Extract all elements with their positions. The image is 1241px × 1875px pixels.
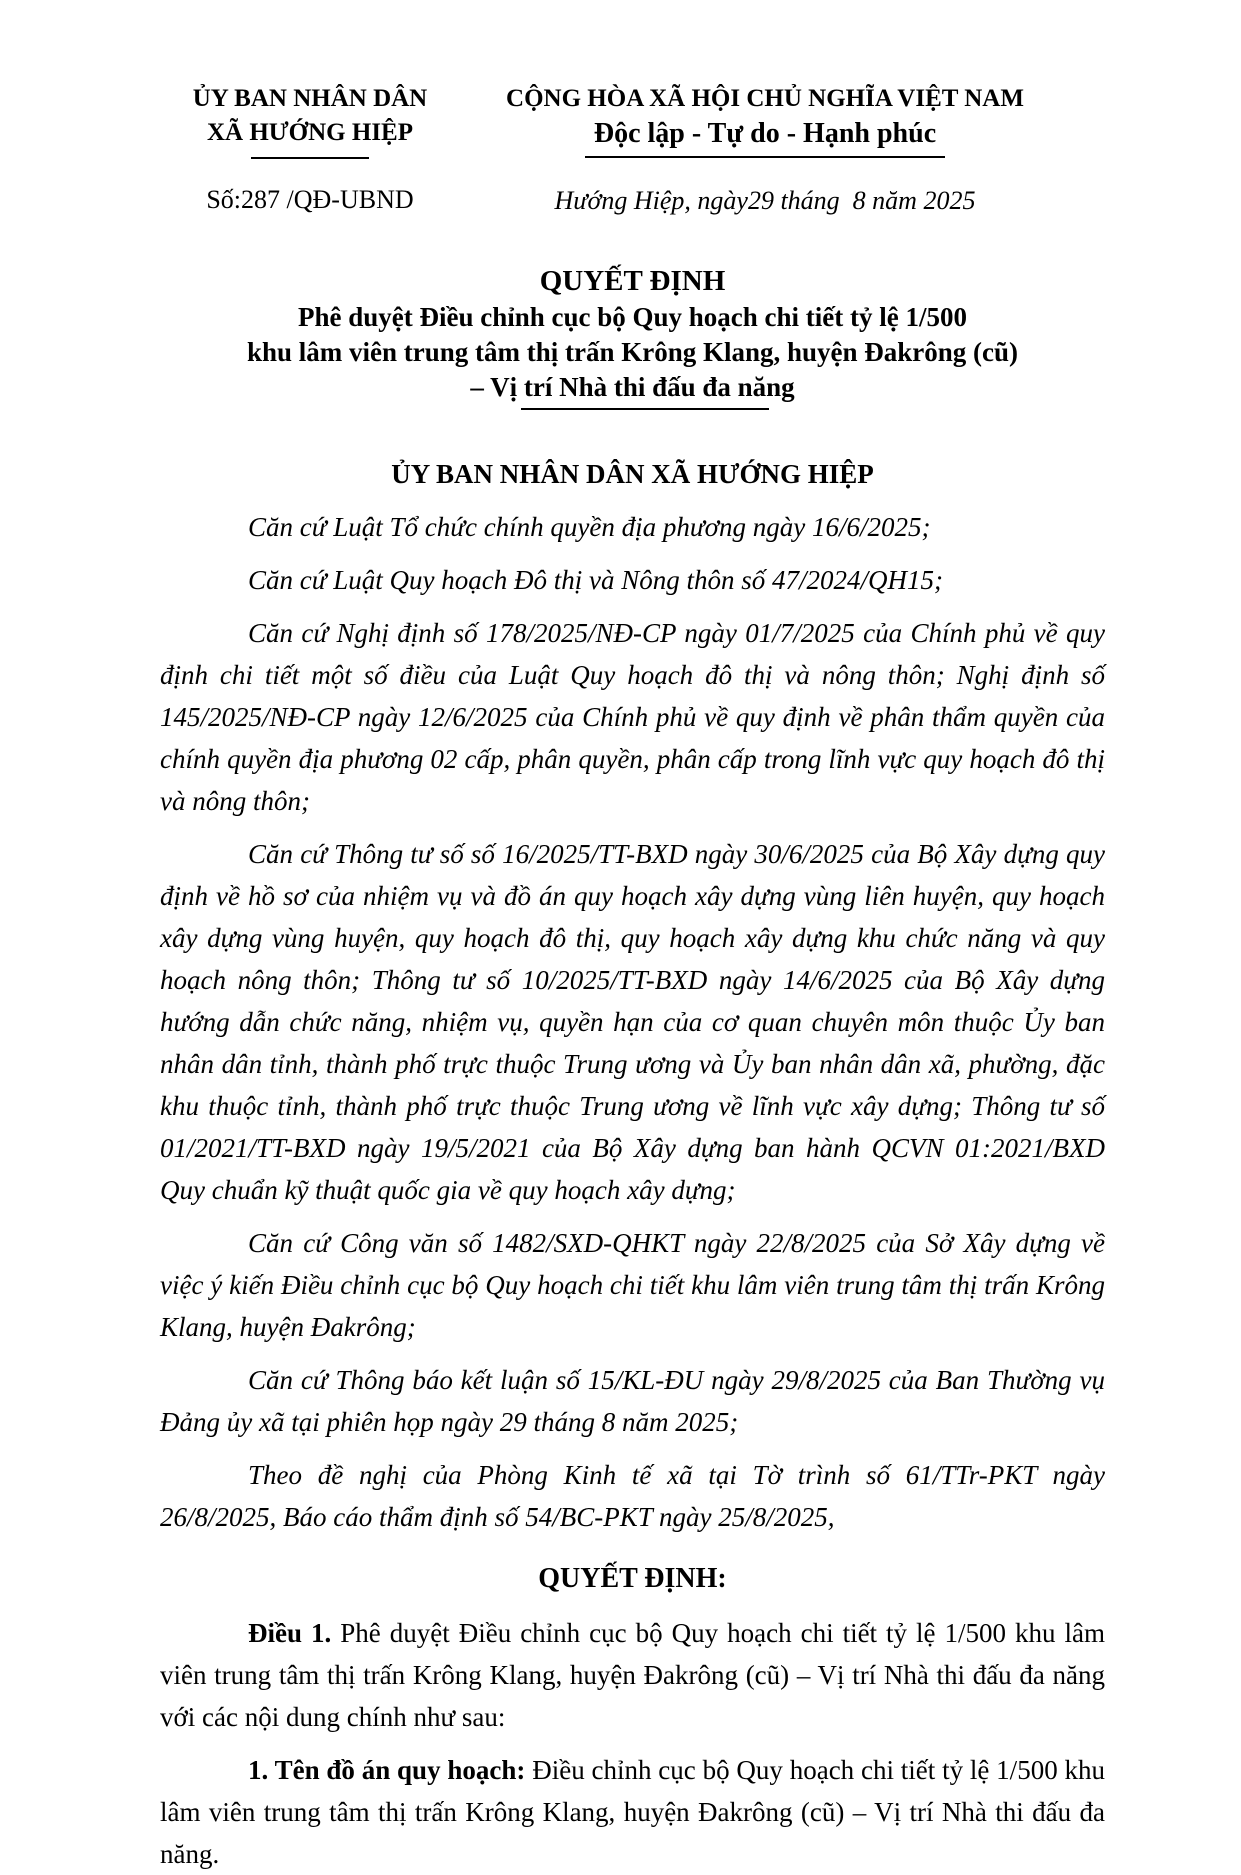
title-line-1: Phê duyệt Điều chỉnh cục bộ Quy hoạch chi tiết tỷ lệ 1/500 xyxy=(297,302,967,332)
title-line-3: – Vị trí Nhà thi đấu đa năng xyxy=(470,372,795,402)
national-title: CỘNG HÒA XÃ HỘI CHỦ NGHĨA VIỆT NAM xyxy=(506,85,1024,112)
preamble-paragraph: Căn cứ Luật Quy hoạch Đô thị và Nông thôn số 47/2024/QH15; xyxy=(248,565,943,595)
preamble-paragraph: Căn cứ Luật Tổ chức chính quyền địa phương ngày 16/6/2025; xyxy=(248,512,931,542)
articles-section xyxy=(160,1612,1105,1875)
decree-heading: QUYẾT ĐỊNH: xyxy=(538,1563,727,1594)
preamble-paragraph: Căn cứ Thông báo kết luận số 15/KL-ĐU ngày 29/8/2025 của Ban Thường vụ Đảng ủy xã tại phiên họp ngày 29 tháng 8 năm 2025; xyxy=(160,1365,1105,1437)
motto-underline-rule xyxy=(585,156,945,158)
article-1-lead: Điều 1. xyxy=(248,1618,332,1648)
issuing-org-parent: ỦY BAN NHÂN DÂN xyxy=(192,85,428,112)
article-1-text: Phê duyệt Điều chỉnh cục bộ Quy hoạch chi tiết tỷ lệ 1/500 khu lâm viên trung tâm thị trấn Krông Klang, huyện Đakrông (cũ) – Vị trí Nhà thi đấu đa năng với các nội dung chính như sau: xyxy=(160,1618,1105,1732)
issuer-heading: ỦY BAN NHÂN DÂN XÃ HƯỚNG HIỆP xyxy=(391,459,874,489)
preamble-paragraph: Căn cứ Nghị định số 178/2025/NĐ-CP ngày 01/7/2025 của Chính phủ về quy định chi tiết một số điều của Luật Quy hoạch đô thị và nông thôn; Nghị định số 145/2025/NĐ-CP ngày 12/6/2025 của Chính phủ về quy định về phân thẩm quyền của chính quyền địa phương 02 cấp, phân quyền, phân cấp trong lĩnh vực quy hoạch đô thị và nông thôn; xyxy=(160,618,1105,816)
plan-name-paragraph xyxy=(160,1749,1105,1875)
plan-name-lead: 1. Tên đồ án quy hoạch: xyxy=(248,1755,526,1785)
preamble-paragraph: Căn cứ Thông tư số số 16/2025/TT-BXD ngày 30/6/2025 của Bộ Xây dựng quy định về hồ sơ của nhiệm vụ và đồ án quy hoạch xây dựng vùng liên huyện, quy hoạch xây dựng vùng huyện, quy hoạch đô thị, quy hoạch xây dựng khu chức năng và quy hoạch nông thôn; Thông tư số 10/2025/TT-BXD ngày 14/6/2025 của Bộ Xây dựng hướng dẫn chức năng, nhiệm vụ, quyền hạn của cơ quan chuyên môn thuộc Ủy ban nhân dân tỉnh, thành phố trực thuộc Trung ương và Ủy ban nhân dân xã, phường, đặc khu thuộc tỉnh, thành phố trực thuộc Trung ương về lĩnh vực xây dựng; Thông tư số 01/2021/TT-BXD ngày 19/5/2021 của Bộ Xây dựng ban hành QCVN 01:2021/BXD Quy chuẩn kỹ thuật quốc gia về quy hoạch xây dựng; xyxy=(160,839,1105,1205)
place-date-line: Hướng Hiệp, ngày29 tháng 8 năm 2025 xyxy=(554,186,976,215)
issuing-org-block xyxy=(160,82,460,215)
article-1-paragraph xyxy=(160,1612,1105,1738)
preamble-section xyxy=(160,506,1105,1538)
national-motto: Độc lập - Tự do - Hạnh phúc xyxy=(593,118,937,149)
plan-name-text: Điều chỉnh cục bộ Quy hoạch chi tiết tỷ lệ 1/500 khu lâm viên trung tâm thị trấn Krông Klang, huyện Đakrông (cũ) – Vị trí Nhà thi đấu đa năng. xyxy=(160,1755,1105,1869)
issuing-org-name: XÃ HƯỚNG HIỆP xyxy=(206,119,414,146)
title-underline-rule xyxy=(521,408,769,410)
national-header-block xyxy=(495,82,1035,216)
preamble-paragraph: Theo đề nghị của Phòng Kinh tế xã tại Tờ trình số 61/TTr-PKT ngày 26/8/2025, Báo cáo thẩm định số 54/BC-PKT ngày 25/8/2025, xyxy=(160,1460,1105,1532)
title-block xyxy=(160,262,1105,410)
decision-heading: QUYẾT ĐỊNH xyxy=(539,265,726,297)
preamble-paragraph: Căn cứ Công văn số 1482/SXD-QHKT ngày 22/8/2025 của Sở Xây dựng về việc ý kiến Điều chỉnh cục bộ Quy hoạch chi tiết khu lâm viên trung tâm thị trấn Krông Klang, huyện Đakrông; xyxy=(160,1228,1105,1342)
title-line-2: khu lâm viên trung tâm thị trấn Krông Klang, huyện Đakrông (cũ) xyxy=(246,337,1019,367)
org-underline-rule xyxy=(251,157,369,159)
document-header xyxy=(160,82,1105,216)
document-number: Số:287 /QĐ-UBND xyxy=(206,185,414,214)
